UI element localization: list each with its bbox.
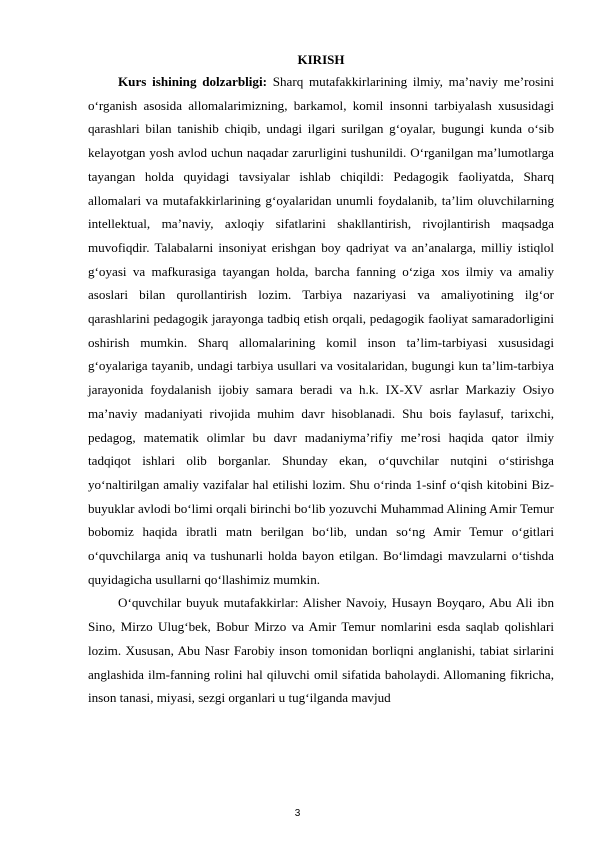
page-content [88, 51, 554, 710]
section-title: KIRISH [297, 52, 345, 67]
paragraph-thinkers [88, 591, 554, 710]
paragraph-text: Sharq mutafakkirlarining ilmiy, ma’naviy me’rosini o‘rganish asosida allomalarimizning, barkamol, komil insonni tarbiyalash xususidagi qarashlari bilan tanishib chiqib, undagi ilgari surilgan g‘oyalar, bugungi kunda o‘sib kelayotgan yosh avlod uchun naqadar zarurligini tushunildi. O‘rganilgan ma’lumotlarga tayangan holda quyidagi tavsiyalar ishlab chiqildi: Pedagogik faoliyatda, Sharq allomalari va mutafakkirlarining g‘oyalaridan unumli foydalanib, ta’lim oluvchilarning intellektual, ma’naviy, axloqiy sifatlarini shakllantirish, rivojlantirish maqsadga muvofiqdir. Talabalarni insoniyat erishgan boy qadriyat va an’analarga, milliy istiqlol g‘oyasi va mafkurasiga tayangan holda, barcha fanning o‘ziga xos ilmiy va amaliy asoslari bilan qurollantirish lozim. Tarbiya nazariyasi va amaliyotining ilg‘or qarashlarini pedagogik jarayonga tadbiq etish orqali, pedagogik faoliyat samaradorligini oshirish mumkin. Sharq allomalarining komil inson ta’lim-tarbiyasi xususidagi g‘oyalariga tayanib, undagi tarbiya usullari va vositalaridan, bugungi kun ta’lim-tarbiya jarayonida foydalanish ijobiy samara beradi va h.k. IX-XV asrlar Markaziy Osiyo ma’naviy madaniyati rivojida muhim davr hisoblanadi. Shu bois faylasuf, tarixchi, pedagog, matematik olimlar bu davr madaniyma’rifiy me’rosi haqida qator ilmiy tadqiqot ishlari olib borganlar. Shunday ekan, o‘quvchilar nutqini o‘stirishga yo‘naltirilgan amaliy vazifalar hal etilishi lozim. Shu o‘rinda 1-sinf o‘qish kitobini Biz-buyuklar avlodi bo‘limi orqali birinchi bo‘lib yozuvchi Muhammad Alining Amir Temur bobomiz haqida ibratli matn berilgan bo‘lib, undan so‘ng Amir Temur o‘gitlari o‘quvchilarga aniq va tushunarli holda bayon etilgan. Bo‘limdagi mavzularni o‘tishda quyidagicha usullarni qo‘llashimiz mumkin. [88, 74, 554, 587]
paragraph-text: O‘quvchilar buyuk mutafakkirlar: Alisher Navoiy, Husayn Boyqaro, Abu Ali ibn Sino, Mirzo Ulug‘bek, Bobur Mirzo va Amir Temur nomlarini esda saqlab qolishlari lozim. Xususan, Abu Nasr Farobiy inson tomonidan borliqni anglanishi, tabiat sirlarini anglashida ilm-fanning rolini hal qiluvchi omil sifatida baholaydi. Allomaning fikricha, inson tanasi, miyasi, sezgi organlari u tug‘ilganda mavjud [88, 595, 554, 706]
paragraph-relevance [88, 70, 554, 591]
page-number: 3 [294, 808, 301, 819]
paragraph-lead: Kurs ishining dolzarbligi: [118, 74, 267, 89]
